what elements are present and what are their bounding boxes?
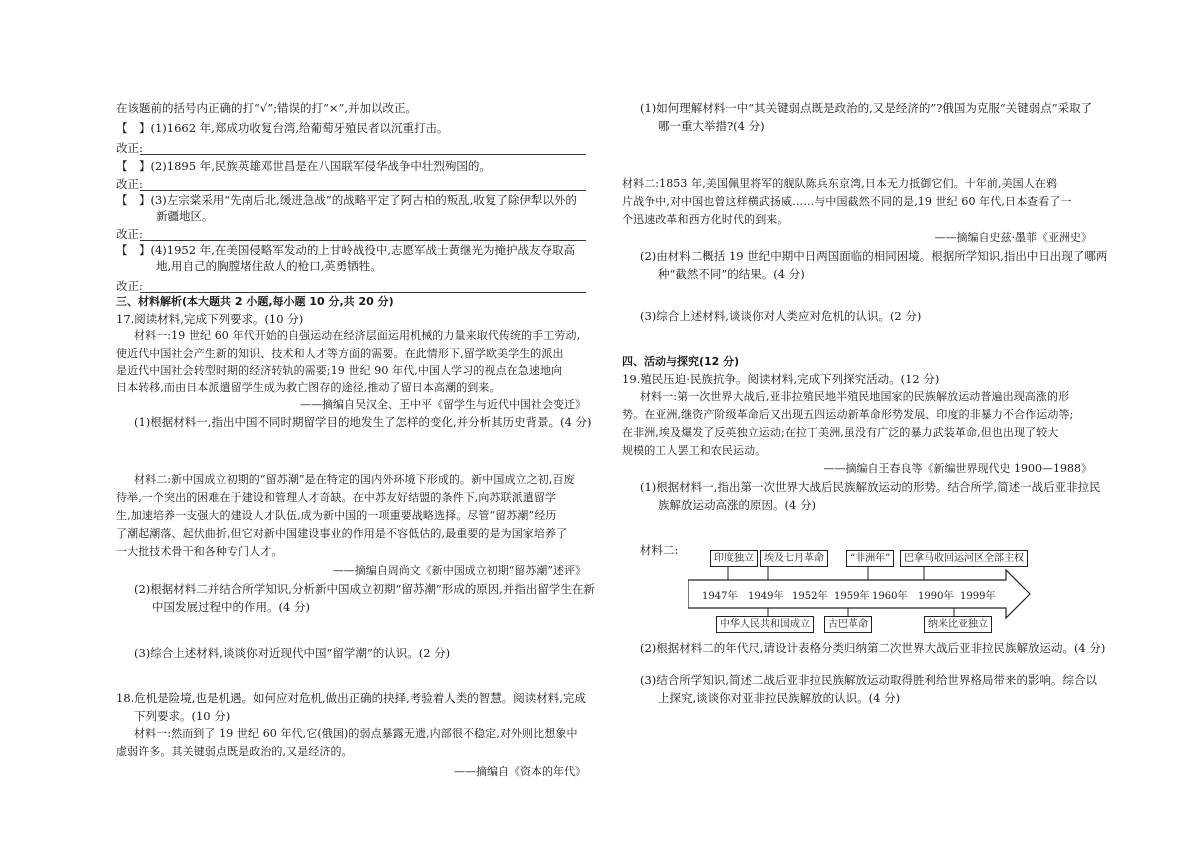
timeline-event-top: 埃及七月革命	[760, 550, 828, 567]
judge-item-3-cont: 新疆地区。	[156, 209, 214, 223]
correction-label: 改正:	[116, 279, 143, 293]
material-18-line: 材料一:然而到了 19 世纪 60 年代,它(俄国)的弱点暴露无遗,内部很不稳定,对外则比想象中	[134, 727, 578, 740]
material-2-line: 待举,一个突出的困难在于建设和管理人才奇缺。在中苏友好结盟的条件下,向苏联派遣留学	[116, 491, 557, 504]
material-19-2-label: 材料二:	[640, 543, 679, 557]
material-19-line: 材料一:第一次世界大战后,亚非拉殖民地半殖民地国家的民族解放运动普遍出现高涨的形	[640, 390, 1070, 403]
question-19-1: (1)根据材料一,指出第一次世界大战后民族解放运动的形势。结合所学,简述一战后亚非拉民	[640, 480, 1101, 494]
question-17-3: (3)综合上述材料,谈谈你对近现代中国“留学潮”的认识。(2 分)	[134, 646, 451, 660]
answer-line[interactable]	[140, 190, 586, 191]
answer-line[interactable]	[140, 292, 586, 293]
question-19: 19.殖民压迫·民族抗争。阅读材料,完成下列探究活动。(12 分)	[622, 372, 940, 386]
timeline-event-bottom: 古巴革命	[824, 616, 872, 633]
question-18-2-cont: 种“截然不同”的结果。(4 分)	[658, 267, 805, 281]
timeline-year: 1952年	[792, 591, 828, 602]
judge-item-4-cont: 地,用自己的胸膛堵住敌人的枪口,英勇牺牲。	[156, 259, 382, 273]
material-2-line: 了潮起潮落、起伏曲折,但它对新中国建设事业的作用是不容低估的,最重要的是为国家培养了	[116, 527, 568, 540]
section-3-heading: 三、材料解析(本大题共 2 小题,每小题 10 分,共 20 分)	[116, 295, 394, 308]
answer-line[interactable]	[140, 154, 586, 155]
material-1-line: 日本转移,而由日本派遣留学生成为救亡图存的途径,推动了留日本高潮的到来。	[116, 381, 501, 394]
section-4-heading: 四、活动与探究(12 分)	[622, 355, 740, 368]
material-1-line: 使近代中国社会产生新的知识、技术和人才等方面的需要。在此情形下,留学欧美学生的派出	[116, 347, 564, 360]
material-2-line: 材料二:新中国成立初期的“留苏潮”是在特定的国内外环境下形成的。新中国成立之初,百废	[134, 473, 575, 486]
question-17-2: (2)根据材料二并结合所学知识,分析新中国成立初期“留苏潮”形成的原因,并指出留学生在新	[134, 582, 595, 596]
timeline-year: 1949年	[748, 591, 784, 602]
question-19-2: (2)根据材料二的年代尺,请设计表格分类归纳第二次世界大战后亚非拉民族解放运动。(4 分)	[640, 641, 1106, 655]
timeline-year: 1959年	[834, 591, 870, 602]
material-2-line: 生,加速培养一支强大的建设人才队伍,成为新中国的一项重要战略选择。尽管“留苏潮”经历	[116, 509, 557, 522]
timeline-year: 1999年	[960, 591, 996, 602]
material-2-line: 一大批技术骨干和各种专门人才。	[116, 545, 283, 558]
material-19-line: 势。在亚洲,继资产阶级革命后又出现五四运动新革命形势发展、印度的非暴力不合作运动等;	[622, 408, 1074, 421]
instruction-line: 在该题前的括号内正确的打“√”;错误的打“×”,并加以改正。	[116, 101, 418, 115]
question-17: 17.阅读材料,完成下列要求。(10 分)	[116, 312, 304, 326]
material-1-line: 材料一:19 世纪 60 年代开始的自强运动在经济层面运用机械的力量来取代传统的手工劳动,	[134, 329, 581, 342]
timeline-event-top: 印度独立	[710, 550, 758, 567]
judge-item-2: 【 】(2)1895 年,民族英雄邓世昌是在八国联军侵华战争中壮烈殉国的。	[116, 159, 491, 173]
timeline-year: 1947年	[702, 591, 738, 602]
question-19-3: (3)结合所学知识,简述二战后亚非拉民族解放运动取得胜利给世界格局带来的影响。综合以	[640, 673, 1097, 687]
material-18-source: ——摘编自《资本的年代》	[454, 765, 586, 778]
judge-item-1: 【 】(1)1662 年,郑成功收复台湾,给葡萄牙殖民者以沉重打击。	[116, 121, 449, 135]
timeline-event-top: 巴拿马收回运河区全部主权	[900, 550, 1028, 567]
material-1-line: 是近代中国社会转型时期的经济转轨的需要;19 世纪 90 年代,中国人学习的视点在急速地向	[116, 364, 563, 377]
correction-label: 改正:	[116, 141, 143, 155]
material-18-2-line: 片战争中,对中国也曾这样横武扬威……与中国截然不同的是,19 世纪 60 年代,日本查看了一	[622, 195, 1072, 208]
question-17-2-cont: 中国发展过程中的作用。(4 分)	[152, 600, 310, 614]
correction-label: 改正:	[116, 177, 143, 191]
timeline-event-bottom: 中华人民共和国成立	[716, 616, 814, 633]
material-19-line: 在非洲,埃及爆发了反英独立运动;在拉丁美洲,虽没有广泛的暴力武装革命,但也出现了较大	[622, 426, 1059, 439]
material-18-line: 虚弱许多。其关键弱点既是政治的,又是经济的。	[116, 745, 353, 758]
question-18: 18.危机是险境,也是机遇。如何应对危机,做出正确的抉择,考验着人类的智慧。阅读材料,完成	[116, 691, 586, 705]
question-19-3-cont: 上探究,谈谈你对亚非拉民族解放的认识。(4 分)	[658, 691, 901, 705]
question-18-cont: 下列要求。(10 分)	[134, 709, 231, 723]
answer-line[interactable]	[140, 240, 586, 241]
question-18-3: (3)综合上述材料,谈谈你对人类应对危机的认识。(2 分)	[640, 309, 922, 323]
question-18-2: (2)由材料二概括 19 世纪中期中日两国面临的相同困境。根据所学知识,指出中日出现了哪两	[640, 249, 1108, 263]
correction-label: 改正:	[116, 227, 143, 241]
judge-item-4: 【 】(4)1952 年,在美国侵略军发动的上甘岭战役中,志愿军战士黄继光为掩护战友夺取高	[116, 243, 576, 257]
material-18-2-source: ——摘编自史兹·墨菲《亚洲史》	[934, 231, 1092, 244]
timeline-year: 1990年	[918, 591, 954, 602]
material-1-source: ——摘编自吴汉全、王中平《留学生与近代中国社会变迁》	[300, 398, 586, 411]
question-18-1-cont: 哪一重大举措?(4 分)	[658, 119, 765, 133]
material-19-line: 规模的工人罢工和农民运动。	[622, 444, 767, 457]
question-19-1-cont: 族解放运动高涨的原因。(4 分)	[658, 498, 816, 512]
timeline-year: 1960年	[872, 591, 908, 602]
material-18-2-line: 材料二:1853 年,美国佩里将军的舰队陈兵东京湾,日本无力抵御它们。十年前,美国人在鸦	[622, 177, 1058, 190]
timeline-event-bottom: 纳米比亚独立	[924, 616, 992, 633]
material-2-source: ——摘编自周尚文《新中国成立初期“留苏潮”述评》	[332, 564, 586, 577]
material-19-source: ——摘编自王春良等《新编世界现代史 1900—1988》	[823, 462, 1092, 475]
timeline	[688, 550, 1032, 634]
timeline-event-top: “非洲年”	[846, 550, 894, 567]
judge-item-3: 【 】(3)左宗棠采用“先南后北,缓进急战”的战略平定了阿古柏的叛乱,收复了除伊犁以外的	[116, 193, 577, 207]
material-18-2-line: 个迅速改革和西方化时代的到来。	[622, 213, 789, 226]
question-18-1: (1)如何理解材料一中“其关键弱点既是政治的,又是经济的”?俄国为克服“关键弱点”采取了	[640, 101, 1093, 115]
question-17-1: (1)根据材料一,指出中国不同时期留学目的地发生了怎样的变化,并分析其历史背景。(4 分)	[134, 415, 592, 429]
